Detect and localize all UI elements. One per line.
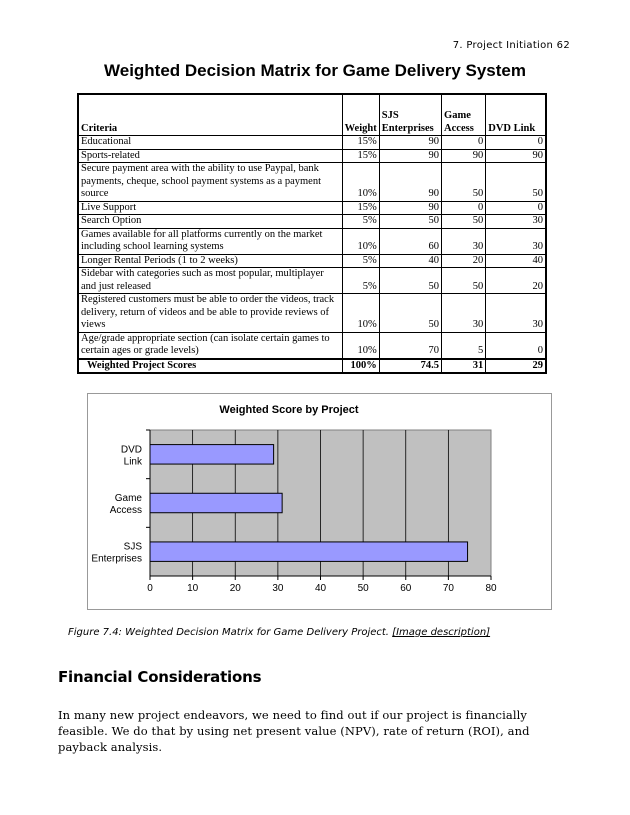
- cell-criteria: Games available for all platforms currently on the market including school learning systems: [78, 228, 342, 254]
- table-row: [78, 228, 546, 254]
- total-weight: 100%: [342, 359, 379, 374]
- table-row: [78, 268, 546, 294]
- y-category-label: DVD Link: [120, 444, 142, 468]
- cell-criteria: Age/grade appropriate section (can isolate certain games to certain ages or grade levels): [78, 332, 342, 359]
- cell-game-access: 50: [442, 215, 486, 229]
- chart-title: Weighted Score by Project: [219, 404, 359, 416]
- cell-dvd-link: 0: [486, 136, 546, 150]
- column-header-sjs: SJS Enterprises: [379, 94, 441, 136]
- section-body-text: In many new project endeavors, we need to find out if our project is financially feasible. We do that by using net present value (NPV), rate of return (ROI), and payback analysis.: [58, 708, 530, 754]
- cell-dvd-link: 90: [486, 149, 546, 163]
- running-header: 7. Project Initiation 62: [452, 40, 570, 51]
- cell-game-access: 30: [442, 294, 486, 333]
- matrix-title: Weighted Decision Matrix for Game Delivery System: [104, 61, 526, 80]
- table-row: [78, 136, 546, 150]
- x-tick-label: 0: [147, 583, 153, 594]
- x-tick-label: 70: [442, 583, 454, 594]
- cell-game-access: 0: [442, 136, 486, 150]
- table-header-row: [78, 94, 546, 136]
- cell-sjs: 70: [379, 332, 441, 359]
- cell-sjs: 40: [379, 254, 441, 268]
- cell-sjs: 90: [379, 163, 441, 202]
- cell-game-access: 5: [442, 332, 486, 359]
- y-category-label: SJS Enterprises: [91, 541, 142, 565]
- total-row: [78, 359, 546, 374]
- cell-weight: 10%: [342, 332, 379, 359]
- cell-criteria: Sidebar with categories such as most popular, multiplayer and just released: [78, 268, 342, 294]
- cell-weight: 15%: [342, 201, 379, 215]
- table-row: [78, 332, 546, 359]
- image-description-link[interactable]: [Image description]: [392, 627, 491, 638]
- table-row: [78, 163, 546, 202]
- cell-weight: 5%: [342, 254, 379, 268]
- cell-weight: 15%: [342, 149, 379, 163]
- figure-caption: [68, 627, 490, 638]
- chart-svg: [88, 394, 551, 609]
- x-tick-label: 60: [400, 583, 412, 594]
- cell-sjs: 50: [379, 268, 441, 294]
- cell-game-access: 30: [442, 228, 486, 254]
- cell-dvd-link: 0: [486, 332, 546, 359]
- cell-dvd-link: 0: [486, 201, 546, 215]
- table-row: [78, 215, 546, 229]
- caption-text: Figure 7.4: Weighted Decision Matrix for Game Delivery Project.: [68, 627, 393, 638]
- weighted-score-chart: [87, 393, 552, 610]
- x-tick-label: 80: [485, 583, 497, 594]
- x-tick-label: 20: [229, 583, 241, 594]
- cell-dvd-link: 30: [486, 294, 546, 333]
- section-heading: Financial Considerations: [58, 668, 262, 686]
- table-row: [78, 254, 546, 268]
- cell-dvd-link: 50: [486, 163, 546, 202]
- x-tick-label: 10: [187, 583, 199, 594]
- total-label: Weighted Project Scores: [78, 359, 342, 374]
- cell-criteria: Secure payment area with the ability to use Paypal, bank payments, cheque, school payment systems as a payment source: [78, 163, 342, 202]
- bar-sjs-enterprises: [150, 542, 468, 561]
- y-category-label: Game Access: [109, 493, 142, 516]
- column-header-criteria: Criteria: [78, 94, 342, 136]
- cell-sjs: 60: [379, 228, 441, 254]
- x-tick-label: 40: [314, 583, 327, 594]
- cell-game-access: 90: [442, 149, 486, 163]
- column-header-dvd-link: DVD Link: [486, 94, 546, 136]
- bar-game-access: [150, 493, 282, 512]
- cell-weight: 10%: [342, 294, 379, 333]
- cell-sjs: 90: [379, 201, 441, 215]
- cell-criteria: Live Support: [78, 201, 342, 215]
- cell-sjs: 90: [379, 136, 441, 150]
- table-row: [78, 294, 546, 333]
- cell-game-access: 50: [442, 268, 486, 294]
- cell-criteria: Sports-related: [78, 149, 342, 163]
- cell-dvd-link: 20: [486, 268, 546, 294]
- cell-sjs: 90: [379, 149, 441, 163]
- cell-weight: 5%: [342, 268, 379, 294]
- cell-game-access: 50: [442, 163, 486, 202]
- cell-criteria: Registered customers must be able to order the videos, track delivery, return of videos and be able to provide reviews of views: [78, 294, 342, 333]
- bar-dvd-link: [150, 445, 274, 464]
- column-header-game-access: Game Access: [442, 94, 486, 136]
- total-game-access: 31: [442, 359, 486, 374]
- table-row: [78, 149, 546, 163]
- decision-matrix-table: [77, 93, 547, 374]
- cell-weight: 10%: [342, 228, 379, 254]
- cell-dvd-link: 40: [486, 254, 546, 268]
- cell-criteria: Educational: [78, 136, 342, 150]
- cell-weight: 10%: [342, 163, 379, 202]
- cell-criteria: Longer Rental Periods (1 to 2 weeks): [78, 254, 342, 268]
- cell-weight: 15%: [342, 136, 379, 150]
- x-tick-label: 50: [357, 583, 369, 594]
- x-tick-label: 30: [272, 583, 284, 594]
- cell-weight: 5%: [342, 215, 379, 229]
- cell-criteria: Search Option: [78, 215, 342, 229]
- cell-sjs: 50: [379, 294, 441, 333]
- cell-game-access: 0: [442, 201, 486, 215]
- cell-dvd-link: 30: [486, 215, 546, 229]
- cell-dvd-link: 30: [486, 228, 546, 254]
- total-dvd-link: 29: [486, 359, 546, 374]
- column-header-weight: Weight: [342, 94, 379, 136]
- cell-sjs: 50: [379, 215, 441, 229]
- cell-game-access: 20: [442, 254, 486, 268]
- table-row: [78, 201, 546, 215]
- total-sjs: 74.5: [379, 359, 441, 374]
